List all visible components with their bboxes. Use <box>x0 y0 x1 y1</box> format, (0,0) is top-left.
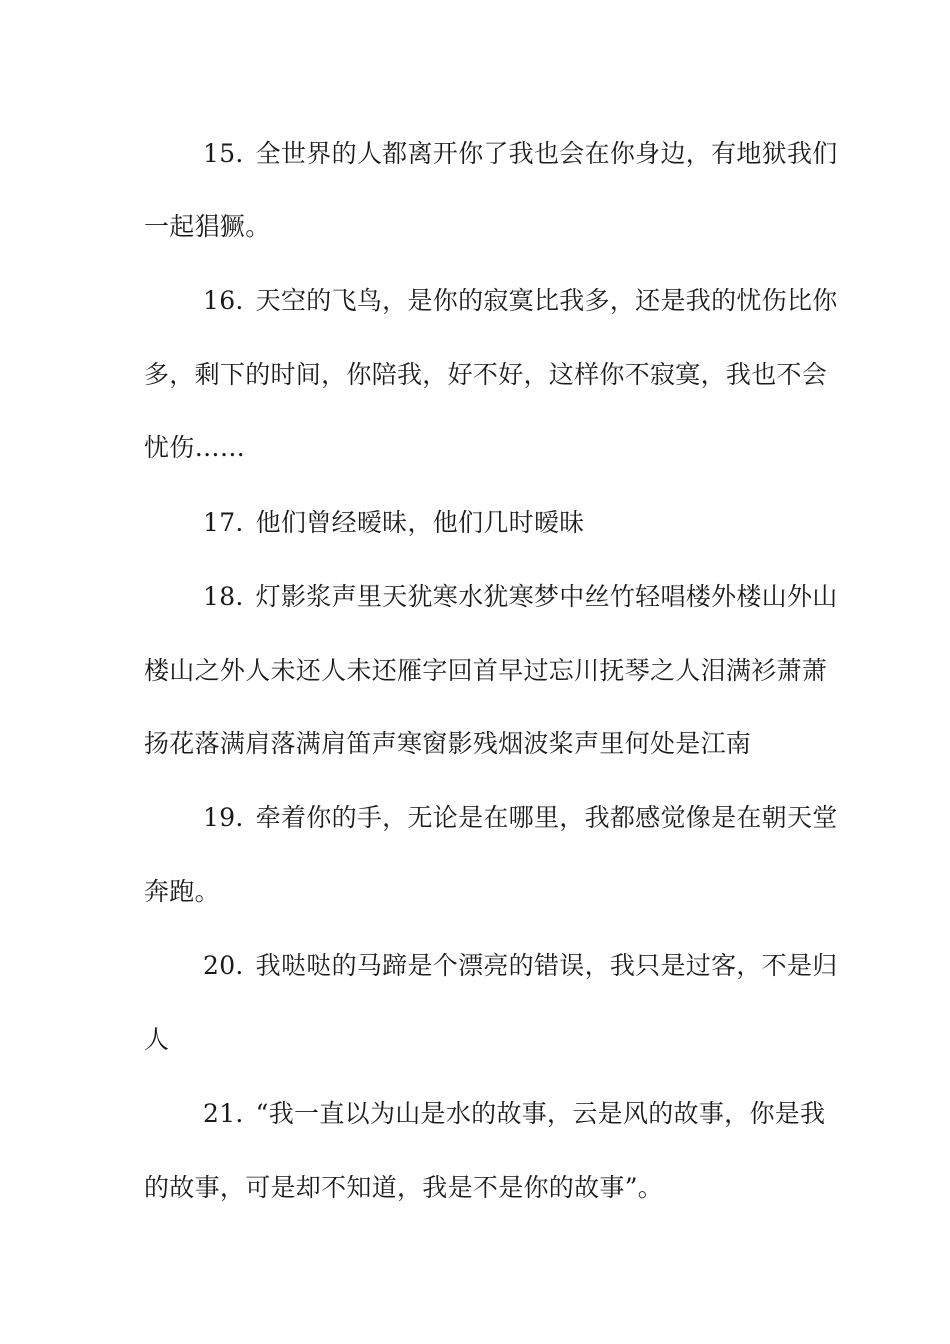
item-number-17: 17. <box>203 508 244 537</box>
item-number-20: 20. <box>203 951 244 980</box>
item-text: 灯影浆声里天犹寒水犹寒梦中丝竹轻唱楼外楼山外山 <box>255 582 838 611</box>
paragraph-21-line-2: 的故事，可是却不知道，我是不是你的故事”。 <box>144 1173 664 1202</box>
paragraph-20-line-2: 人 <box>144 1025 170 1054</box>
paragraph-16-line-2: 多，剩下的时间，你陪我，好不好，这样你不寂寞，我也不会 <box>144 360 828 389</box>
item-number-16: 16. <box>203 286 244 315</box>
paragraph-21-line-1 <box>203 1098 826 1130</box>
paragraph-20-line-1 <box>203 950 838 982</box>
paragraph-19-line-2: 奔跑。 <box>144 877 220 906</box>
paragraph-17-line-1 <box>203 507 815 539</box>
paragraph-18-line-1 <box>203 581 838 613</box>
item-text: 牵着你的手，无论是在哪里，我都感觉像是在朝天堂 <box>255 803 838 832</box>
item-number-19: 19. <box>203 803 244 832</box>
paragraph-15-line-1 <box>203 138 838 170</box>
item-text: 天空的飞鸟，是你的寂寞比我多，还是我的忧伤比你 <box>255 286 838 315</box>
paragraph-18-line-2: 楼山之外人未还人未还雁字回首早过忘川抚琴之人泪满衫萧萧 <box>144 656 828 685</box>
paragraph-15-line-2: 一起猖獗。 <box>144 212 271 241</box>
item-text: 我哒哒的马蹄是个漂亮的错误，我只是过客，不是归 <box>255 951 838 980</box>
paragraph-19-line-1 <box>203 802 838 834</box>
paragraph-18-line-3: 扬花落满肩落满肩笛声寒窗影残烟波桨声里何处是江南 <box>144 729 752 758</box>
item-text: 他们曾经暧昧，他们几时暧昧 <box>255 508 585 537</box>
paragraph-16-line-3: 忧伤…… <box>144 433 246 462</box>
paragraph-16-line-1 <box>203 285 838 317</box>
item-text: 全世界的人都离开你了我也会在你身边，有地狱我们 <box>255 139 838 168</box>
item-text: “我一直以为山是水的故事，云是风的故事，你是我 <box>255 1099 826 1128</box>
item-number-15: 15. <box>203 139 244 168</box>
item-number-18: 18. <box>203 582 244 611</box>
item-number-21: 21. <box>203 1099 244 1128</box>
